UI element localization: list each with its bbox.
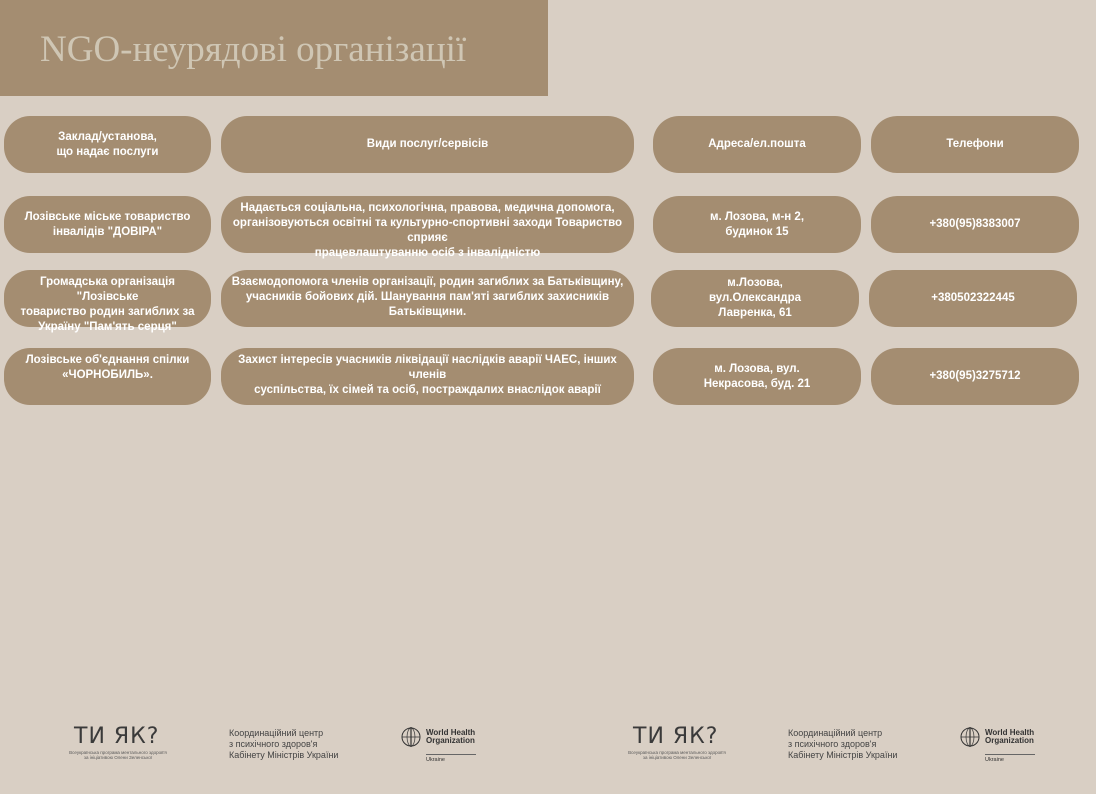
row2-services <box>221 270 634 327</box>
header-phones-label: Телефони <box>946 138 1004 150</box>
row2-address <box>651 270 859 327</box>
who-country: Ukraine <box>426 754 476 763</box>
header-services <box>221 116 634 173</box>
tyak-logo <box>62 722 172 764</box>
who-country: Ukraine <box>985 754 1035 763</box>
tyak-subtitle: Всеукраїнська програма ментального здоров'я за ініціативою Олени Зеленської <box>69 750 167 760</box>
who-name: World Health Organization <box>985 728 1035 745</box>
row3-services-text: Захист інтересів учасників ліквідації наслідків аварії ЧАЕС, інших членів суспільства, їх сімей та осіб, постраждалих внаслідок аварії <box>238 354 617 396</box>
who-logo <box>959 726 1039 766</box>
footer-logos-left <box>62 722 492 766</box>
footer-logos-right <box>621 722 1051 766</box>
row3-institution <box>4 348 211 405</box>
row3-address <box>653 348 861 405</box>
who-name: World Health Organization <box>426 728 476 745</box>
row2-phone-text: +380502322445 <box>931 292 1015 304</box>
row1-services-text: Надається соціальна, психологічна, правова, медична допомога, організовуються освітні та культурно-спортивні заходи Товариство сприяє працевлаштуванню осіб з інвалідністю <box>232 202 623 259</box>
coord-center-text: Координаційний центр з психічного здоров'я Кабінету Міністрів України <box>229 728 339 760</box>
row1-institution <box>4 196 211 253</box>
row2-services-text: Взаємодопомога членів організації, родин загиблих за Батьківщину, учасників бойових дій. Шанування пам'яті загиблих захисників Батьківщини. <box>231 276 624 318</box>
header-institution-label: Заклад/установа, що надає послуги <box>56 130 159 158</box>
header-address-label: Адреса/ел.пошта <box>708 138 806 150</box>
who-emblem-icon <box>400 726 422 748</box>
row1-phone-text: +380(95)8383007 <box>929 218 1021 230</box>
row3-institution-text: Лозівське об'єднання спілки «ЧОРНОБИЛЬ». <box>25 354 190 381</box>
row1-services <box>221 196 634 259</box>
row2-address-text: м.Лозова, вул.Олександра Лавренка, 61 <box>708 277 802 319</box>
row1-address <box>653 196 861 253</box>
row1-phone <box>871 196 1079 253</box>
tyak-wordmark: ТИ ЯК? <box>633 724 719 749</box>
row2-institution <box>4 270 211 333</box>
tyak-subtitle: Всеукраїнська програма ментального здоров'я за ініціативою Олени Зеленської <box>628 750 726 760</box>
header-address <box>653 116 861 173</box>
row3-phone <box>871 348 1079 405</box>
page-title: NGO-неурядові організації <box>40 29 467 70</box>
row2-institution-text: Громадська організація "Лозівське товариство родин загиблих за Україну "Пам'ять серця" <box>20 276 195 333</box>
header-services-label: Види послуг/сервісів <box>366 138 489 150</box>
row3-address-text: м. Лозова, вул. Некрасова, буд. 21 <box>703 362 811 390</box>
tyak-wordmark: ТИ ЯК? <box>74 724 160 749</box>
title-bar <box>0 0 548 96</box>
row1-address-text: м. Лозова, м-н 2, будинок 15 <box>709 210 805 238</box>
header-phones <box>871 116 1079 173</box>
tyak-logo <box>621 722 731 764</box>
who-emblem-icon <box>959 726 981 748</box>
coord-center-text: Координаційний центр з психічного здоров'я Кабінету Міністрів України <box>788 728 898 760</box>
header-institution <box>4 116 211 173</box>
row3-phone-text: +380(95)3275712 <box>929 370 1021 382</box>
row1-institution-text: Лозівське міське товариство інвалідів "ДОВІРА" <box>24 210 191 238</box>
row2-phone <box>869 270 1077 327</box>
row3-services <box>221 348 634 405</box>
who-logo <box>400 726 480 766</box>
